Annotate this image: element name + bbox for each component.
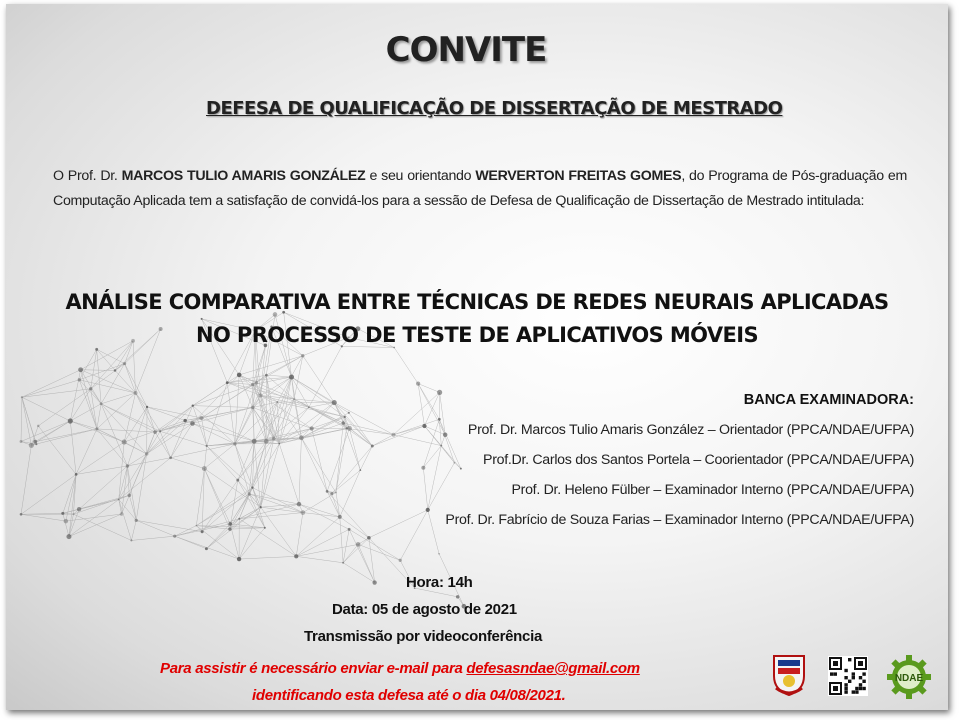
network-node — [308, 406, 310, 408]
network-link — [253, 356, 303, 385]
network-node — [126, 464, 129, 467]
network-node — [237, 373, 242, 378]
network-link — [334, 403, 346, 429]
network-node — [301, 354, 304, 357]
network-link — [372, 435, 393, 446]
network-node — [251, 406, 255, 410]
thesis-title — [6, 286, 948, 352]
network-node — [299, 435, 304, 440]
network-node — [264, 439, 269, 444]
network-link — [428, 446, 442, 510]
network-link — [299, 438, 301, 504]
committee-heading: BANCA EXAMINADORA: — [743, 392, 914, 408]
network-link — [21, 445, 31, 514]
network-node — [443, 432, 448, 437]
event-time: Hora: 14h — [406, 574, 473, 591]
network-node — [326, 490, 329, 493]
intro-paragraph — [53, 164, 907, 214]
network-node — [228, 522, 232, 526]
network-link — [441, 446, 454, 463]
network-link — [423, 446, 441, 468]
network-link — [136, 393, 156, 432]
network-link — [239, 556, 296, 559]
intro-text-3: , do Programa de Pós-graduação em Computação Aplicada tem a satisfação de convidá-los para a sessão de Defesa de Qualificação de Dissertação de Mestrado intitulada: — [53, 168, 907, 209]
network-link — [171, 444, 235, 458]
network-link — [292, 377, 349, 413]
network-node — [301, 510, 306, 515]
network-node — [289, 374, 294, 379]
network-node — [29, 443, 34, 448]
network-link — [230, 528, 265, 529]
network-link — [119, 466, 128, 500]
network-node — [118, 499, 120, 501]
network-node — [248, 492, 251, 495]
network-link — [22, 380, 79, 397]
qr-cell — [844, 690, 847, 693]
network-link — [125, 364, 147, 407]
network-link — [266, 375, 291, 377]
network-link — [303, 356, 334, 403]
network-link — [418, 384, 439, 420]
network-link — [160, 431, 207, 446]
network-link — [70, 421, 76, 474]
network-link — [147, 431, 160, 454]
ndae-logo-text: NDAE — [894, 673, 924, 684]
network-link — [79, 380, 97, 429]
network-link — [439, 419, 454, 462]
network-node — [78, 378, 81, 381]
network-node — [145, 452, 148, 455]
network-link — [332, 446, 373, 494]
ndae-gear-logo — [886, 654, 932, 700]
network-node — [122, 440, 127, 445]
network-link — [73, 514, 131, 540]
network-link — [238, 441, 254, 480]
network-node — [226, 381, 229, 384]
committee-member: Prof. Dr. Fabrício de Souza Farias – Examinador Interno (PPCA/NDAE/UFPA) — [445, 512, 914, 528]
network-link — [312, 417, 345, 429]
network-link — [185, 407, 253, 420]
network-node — [252, 439, 257, 444]
network-link — [115, 370, 135, 393]
qr-cell — [844, 676, 847, 679]
network-link — [428, 463, 455, 510]
network-link — [336, 423, 343, 492]
network-link — [296, 556, 343, 562]
network-node — [20, 440, 23, 443]
network-node — [335, 492, 337, 494]
network-node — [78, 367, 83, 372]
qr-cell — [855, 690, 858, 693]
network-node — [416, 382, 420, 386]
network-link — [239, 356, 303, 375]
network-node — [367, 536, 371, 540]
network-link — [193, 406, 235, 444]
network-node — [438, 553, 440, 555]
network-link — [119, 442, 124, 499]
qr-cell — [862, 680, 865, 683]
network-node — [72, 513, 74, 515]
network-link — [35, 429, 97, 442]
network-node — [114, 369, 117, 372]
network-node — [456, 595, 459, 598]
network-node — [202, 466, 207, 471]
network-link — [294, 399, 347, 428]
network-node — [68, 418, 73, 423]
network-node — [422, 424, 426, 428]
email-link[interactable]: defesasndae@gmail.com — [466, 660, 640, 677]
network-link — [79, 466, 127, 509]
network-link — [22, 397, 31, 445]
committee-member: Prof.Dr. Carlos dos Santos Portela – Coorientador (PPCA/NDAE/UFPA) — [483, 452, 914, 468]
network-link — [127, 466, 136, 520]
network-link — [136, 520, 202, 531]
network-node — [192, 404, 194, 406]
page-title: CONVITE — [385, 30, 547, 70]
network-link — [192, 375, 239, 424]
qr-cell — [862, 672, 865, 675]
network-link — [21, 514, 66, 521]
network-link — [204, 446, 206, 469]
network-link — [418, 384, 440, 393]
network-link — [97, 429, 128, 466]
network-node — [293, 398, 295, 400]
network-link — [160, 406, 193, 432]
qr-cell — [852, 676, 855, 679]
network-node — [348, 528, 351, 531]
network-link — [147, 407, 201, 418]
network-link — [454, 463, 460, 469]
network-link — [301, 438, 327, 492]
network-node — [61, 512, 64, 515]
network-node — [66, 534, 71, 539]
network-link — [303, 513, 340, 517]
network-link — [294, 356, 303, 399]
network-node — [251, 383, 254, 386]
thesis-title-line-2: NO PROCESSO DE TESTE DE APLICATIVOS MÓVEIS — [195, 323, 759, 347]
network-link — [131, 536, 174, 540]
ufpa-crest-logo — [770, 652, 808, 696]
event-subtitle: DEFESA DE QUALIFICAÇÃO DE DISSERTAÇÃO DE MESTRADO — [206, 98, 783, 119]
network-link — [340, 470, 361, 517]
qr-cell — [859, 676, 862, 679]
network-link — [193, 406, 253, 408]
network-link — [147, 406, 193, 454]
network-link — [424, 392, 439, 426]
network-node — [169, 456, 172, 459]
network-link — [81, 370, 97, 429]
network-link — [193, 383, 228, 406]
network-node — [426, 508, 430, 512]
network-node — [135, 519, 138, 522]
network-link — [131, 520, 136, 540]
network-node — [372, 580, 376, 584]
network-link — [343, 544, 358, 562]
network-link — [400, 510, 428, 560]
qr-cell — [852, 690, 855, 693]
network-node — [265, 374, 268, 377]
network-node — [330, 492, 333, 495]
network-node — [21, 396, 23, 398]
network-node — [332, 400, 337, 405]
network-link — [394, 419, 440, 434]
network-link — [63, 513, 69, 536]
network-node — [20, 513, 23, 516]
network-link — [81, 370, 115, 371]
network-link — [124, 393, 135, 442]
qr-cell — [859, 683, 862, 686]
network-node — [392, 433, 396, 437]
network-link — [124, 407, 147, 442]
network-node — [238, 518, 240, 520]
thesis-title-line-1: ANÁLISE COMPARATIVA ENTRE TÉCNICAS DE REDES NEURAIS APLICADAS — [65, 290, 889, 314]
network-link — [332, 470, 361, 493]
network-link — [296, 529, 349, 556]
qr-cell — [844, 687, 847, 690]
student-name: WERVERTON FREITAS GOMES — [475, 168, 682, 184]
network-node — [123, 362, 126, 365]
network-link — [299, 504, 340, 517]
qr-cell — [844, 669, 847, 672]
qr-cell — [830, 672, 833, 675]
qr-cell — [848, 680, 851, 683]
advisor-name: MARCOS TULIO AMARIS GONZÁLEZ — [121, 168, 366, 184]
network-node — [146, 406, 148, 408]
notice-text: Para assistir é necessário enviar e-mail para — [160, 660, 467, 677]
network-link — [22, 370, 81, 397]
network-node — [199, 416, 203, 420]
invitation-card — [6, 4, 948, 710]
network-node — [95, 427, 98, 430]
network-node — [196, 525, 198, 527]
network-link — [193, 385, 253, 406]
network-link — [340, 517, 369, 538]
network-node — [173, 535, 176, 538]
network-link — [101, 404, 127, 466]
network-link — [439, 419, 461, 468]
network-node — [236, 479, 239, 482]
network-link — [97, 349, 101, 403]
network-node — [342, 421, 346, 425]
network-node — [130, 539, 132, 541]
network-node — [399, 559, 402, 562]
network-node — [183, 419, 186, 422]
notice-line-1 — [160, 660, 640, 677]
network-link — [207, 383, 228, 446]
network-node — [89, 387, 92, 390]
network-link — [204, 444, 235, 469]
network-link — [70, 404, 101, 421]
network-link — [332, 494, 340, 517]
network-link — [38, 426, 76, 474]
network-link — [125, 364, 136, 393]
qr-cell — [862, 687, 865, 690]
network-node — [190, 421, 195, 426]
network-link — [91, 389, 101, 404]
network-link — [261, 507, 297, 556]
network-link — [369, 510, 428, 538]
network-node — [344, 416, 346, 418]
network-node — [440, 445, 442, 447]
network-node — [421, 466, 425, 470]
network-node — [342, 562, 344, 564]
network-link — [254, 441, 261, 507]
network-link — [160, 431, 170, 457]
network-link — [279, 444, 299, 504]
network-link — [394, 435, 442, 446]
network-link — [296, 517, 340, 556]
network-link — [235, 444, 249, 494]
network-link — [31, 429, 97, 445]
network-link — [202, 488, 252, 532]
network-node — [35, 443, 37, 445]
network-node — [205, 547, 208, 550]
network-node — [228, 527, 231, 530]
network-node — [201, 530, 204, 533]
network-link — [70, 421, 97, 429]
network-link — [349, 428, 360, 470]
network-node — [359, 469, 361, 471]
network-node — [77, 507, 81, 511]
network-link — [147, 432, 155, 454]
network-link — [394, 348, 418, 384]
network-node — [272, 437, 276, 441]
network-node — [237, 557, 241, 561]
network-node — [264, 527, 266, 529]
network-link — [171, 458, 205, 469]
network-node — [37, 425, 40, 428]
network-node — [233, 442, 236, 445]
network-link — [21, 474, 76, 514]
network-node — [127, 493, 131, 497]
network-link — [239, 528, 265, 559]
notice-line-2: identificando esta defesa até o dia 04/08/2021. — [252, 687, 566, 704]
network-node — [346, 427, 348, 429]
network-node — [278, 443, 280, 445]
network-node — [297, 502, 301, 506]
qr-cell — [859, 687, 862, 690]
network-link — [340, 517, 343, 563]
network-node — [206, 445, 208, 447]
network-link — [204, 469, 229, 530]
intro-text-2: e seu orientando — [365, 168, 476, 184]
network-node — [438, 418, 441, 421]
network-node — [120, 512, 124, 516]
network-link — [249, 494, 265, 528]
network-link — [192, 407, 252, 423]
network-link — [428, 510, 439, 554]
qr-cell — [834, 672, 837, 675]
qr-cell — [852, 672, 855, 675]
network-link — [301, 438, 336, 493]
event-date: Data: 05 de agosto de 2021 — [332, 601, 517, 618]
network-node — [294, 554, 298, 558]
network-node — [153, 430, 157, 434]
network-link — [136, 520, 174, 536]
network-node — [64, 519, 68, 524]
network-link — [424, 426, 441, 446]
network-link — [97, 404, 101, 429]
network-node — [134, 391, 138, 395]
network-node — [33, 440, 37, 444]
network-node — [251, 486, 253, 488]
network-node — [259, 393, 263, 397]
network-node — [437, 390, 442, 395]
network-link — [201, 418, 206, 446]
network-node — [100, 402, 103, 405]
network-link — [296, 544, 358, 556]
network-node — [75, 473, 78, 476]
network-link — [261, 395, 309, 407]
network-node — [356, 542, 361, 547]
committee-member: Prof. Dr. Heleno Fülber – Examinador Interno (PPCA/NDAE/UFPA) — [511, 482, 914, 498]
network-node — [371, 445, 374, 448]
intro-text-1: O Prof. Dr. — [53, 168, 122, 184]
network-node — [310, 426, 314, 430]
network-link — [312, 428, 327, 491]
committee-member: Prof. Dr. Marcos Tulio Amaris González – Orientador (PPCA/NDAE/UFPA) — [467, 422, 914, 438]
network-link — [22, 397, 70, 421]
network-link — [175, 526, 197, 537]
network-node — [454, 462, 456, 464]
network-node — [260, 506, 262, 508]
network-link — [296, 513, 303, 557]
network-link — [204, 469, 230, 524]
network-node — [254, 381, 258, 385]
network-link — [21, 397, 22, 441]
network-link — [249, 439, 274, 494]
network-node — [460, 468, 462, 470]
qr-cell — [844, 683, 847, 686]
qr-code-icon — [828, 656, 868, 696]
network-node — [159, 430, 161, 432]
network-node — [338, 515, 342, 519]
network-link — [81, 370, 136, 393]
qr-cell — [855, 687, 858, 690]
network-link — [97, 429, 155, 432]
event-transmission: Transmissão por videoconferência — [304, 628, 542, 645]
network-link — [423, 468, 427, 510]
qr-cell — [848, 658, 851, 661]
network-link — [358, 544, 400, 560]
network-link — [147, 407, 185, 421]
network-node — [348, 412, 350, 414]
network-node — [276, 401, 278, 403]
